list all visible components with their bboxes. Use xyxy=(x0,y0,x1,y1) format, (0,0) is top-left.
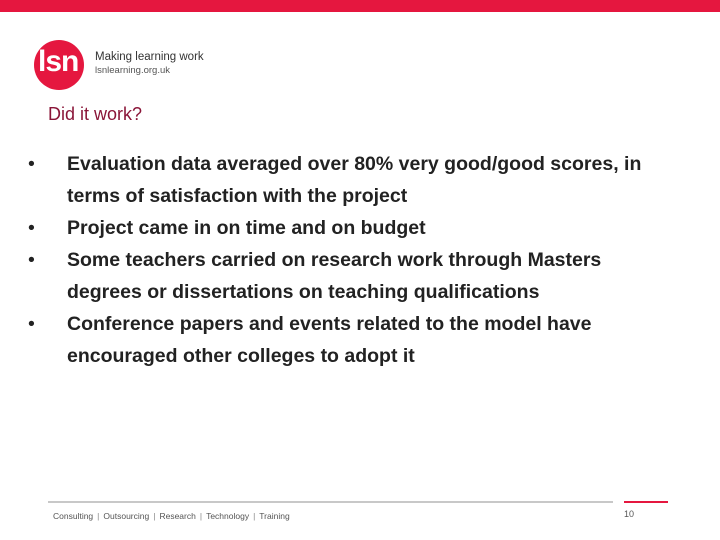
footer-separator: | xyxy=(97,511,100,521)
footer-item-technology: Technology xyxy=(206,511,250,521)
bullet-item xyxy=(24,244,674,308)
logo-tagline: Making learning work xyxy=(95,51,204,63)
footer-item-outsourcing: Outsourcing xyxy=(103,511,150,521)
top-accent-bar xyxy=(0,0,720,12)
bullet-dot-icon: • xyxy=(28,249,35,271)
bullet-item xyxy=(24,212,674,244)
footer-divider xyxy=(48,501,613,503)
bullet-dot-icon: • xyxy=(28,217,35,239)
footer-item-training: Training xyxy=(259,511,290,521)
page-number: 10 xyxy=(624,509,635,519)
logo-url: lsnlearning.org.uk xyxy=(95,65,170,76)
footer-services xyxy=(53,511,290,521)
bullet-dot-icon: • xyxy=(28,153,35,175)
footer-item-research: Research xyxy=(159,511,196,521)
bullet-list xyxy=(24,148,674,372)
slide-title: Did it work? xyxy=(48,104,143,124)
bullet-text: Project came in on time and on budget xyxy=(67,217,426,239)
footer-separator: | xyxy=(199,511,203,521)
bullet-item xyxy=(24,308,674,372)
lsn-logo xyxy=(34,40,204,90)
footer-item-consulting: Consulting xyxy=(53,511,94,521)
footer-separator: | xyxy=(153,511,156,521)
logo-mark: lsn xyxy=(38,45,79,78)
footer-separator: | xyxy=(253,511,256,521)
bullet-dot-icon: • xyxy=(28,313,35,335)
bullet-text: Conference papers and events related to the model have encouraged other colleges to adopt it xyxy=(67,313,592,367)
footer-accent-divider xyxy=(624,501,668,503)
bullet-item xyxy=(24,148,674,212)
bullet-text: Evaluation data averaged over 80% very good/good scores, in terms of satisfaction with the project xyxy=(67,153,642,207)
bullet-text: Some teachers carried on research work through Masters degrees or dissertations on teaching qualifications xyxy=(67,249,602,303)
